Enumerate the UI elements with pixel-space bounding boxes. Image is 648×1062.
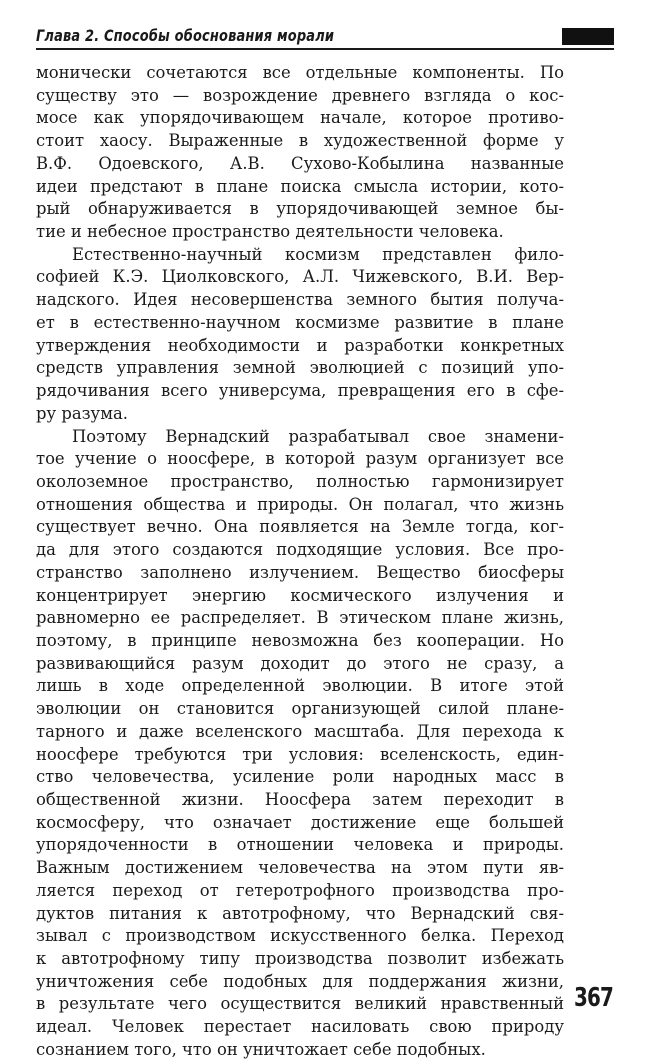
text-line: лишь в ходе определенной эволюции. В итоге этой (36, 676, 564, 696)
text-line: ство человечества, усиление роли народных масс в (36, 767, 564, 787)
text-line: рядочивания всего универсума, превращения его в сфе- (36, 381, 564, 401)
chapter-title: Глава 2. Способы обоснования морали (36, 26, 335, 45)
text-line: в результате чего осуществится великий нравственный (36, 994, 564, 1014)
text-line: средств управления земной эволюцией с позиций упо- (36, 358, 564, 378)
text-line: отношения общества и природы. Он полагал, что жизнь (36, 494, 564, 514)
text-line: к автотрофному типу производства позволит избежать (36, 949, 564, 969)
text-line: тое учение о ноосфере, в которой разум организует все (36, 449, 564, 469)
text-line: утверждения необходимости и разработки конкретных (36, 335, 564, 355)
text-line: эволюции он становится организующей силой плане- (36, 699, 564, 719)
text-line: странство заполнено излучением. Вещество биосферы (36, 562, 564, 582)
text-line: зывал с производством искусственного белка. Переход (36, 926, 564, 946)
text-line: стоит хаосу. Выраженные в художественной форме у (36, 131, 564, 151)
text-line: софией К.Э. Циолковского, А.Л. Чижевского, В.И. Вер- (36, 267, 564, 287)
text-line: космосферу, что означает достижение еще большей (36, 812, 564, 832)
text-line: идеал. Человек перестает насиловать свою природу (36, 1017, 564, 1037)
text-line: уничтожения себе подобных для поддержания жизни, (36, 971, 564, 991)
text-line: идеи предстают в плане поиска смысла истории, кото- (36, 176, 564, 196)
page-number: 367 (574, 983, 613, 1013)
text-line: упорядоченности в отношении человека и природы. (36, 835, 564, 855)
text-line: тие и небесное пространство деятельности человека. (36, 222, 504, 242)
text-line: монически сочетаются все отдельные компоненты. По (36, 63, 564, 82)
text-line: Естественно-научный космизм представлен фило- (72, 244, 564, 264)
text-line: надского. Идея несовершенства земного бытия получа- (36, 290, 564, 310)
text-line: Поэтому Вернадский разрабатывал свое знамени- (72, 426, 564, 446)
paragraph (36, 426, 564, 1062)
text-line: концентрирует энергию космического излучения и (36, 585, 564, 605)
paragraph (36, 244, 564, 426)
body-text (36, 62, 564, 1062)
text-line: В.Ф. Одоевского, А.В. Сухово-Кобылина названные (36, 153, 564, 173)
header-black-bar (562, 28, 614, 45)
text-line: ру разума. (36, 403, 128, 423)
text-line: рый обнаруживается в упорядочивающей земное бы- (36, 199, 564, 219)
text-line: общественной жизни. Ноосфера затем переходит в (36, 790, 564, 809)
header-rule (36, 48, 614, 50)
text-line: мосе как упорядочивающем начале, которое противо- (36, 108, 564, 128)
text-line: да для этого создаются подходящие условия. Все про- (36, 540, 564, 560)
paragraph (36, 62, 564, 244)
text-line: поэтому, в принципе невозможна без кооперации. Но (36, 630, 564, 650)
text-line: существует вечно. Она появляется на Земле тогда, ког- (36, 517, 564, 537)
text-line: ноосфере требуются три условия: вселенскость, един- (36, 744, 564, 764)
text-line: существу это — возрождение древнего взгляда о кос- (36, 85, 564, 105)
text-line: развивающийся разум доходит до этого не сразу, а (36, 653, 564, 673)
text-line: ляется переход от гетеротрофного производства про- (36, 880, 564, 900)
text-line: околоземное пространство, полностью гармонизирует (36, 471, 564, 491)
text-line: тарного и даже вселенского масштаба. Для перехода к (36, 721, 564, 741)
text-line: равномерно ее распределяет. В этическом плане жизнь, (36, 608, 564, 628)
text-line: сознанием того, что он уничтожает себе подобных. (36, 1039, 486, 1059)
text-line: дуктов питания к автотрофному, что Вернадский свя- (36, 903, 564, 923)
text-line: Важным достижением человечества на этом пути яв- (36, 858, 564, 878)
running-header (36, 24, 614, 50)
text-line: ет в естественно-научном космизме развитие в плане (36, 312, 564, 332)
